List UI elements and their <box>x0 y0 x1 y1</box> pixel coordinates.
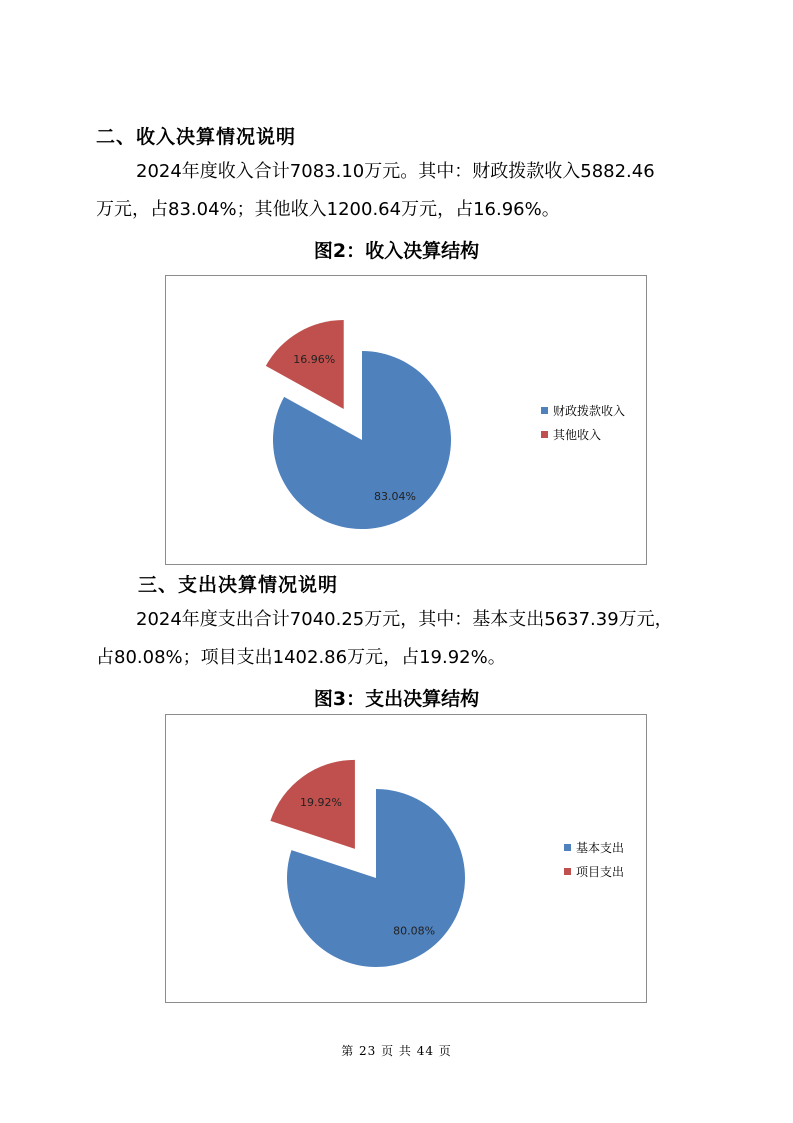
legend-label: 财政拨款收入 <box>553 403 626 418</box>
section-heading-expense: 三、支出决算情况说明 <box>138 574 339 596</box>
expense-pie-chart <box>165 714 647 1003</box>
legend-label: 项目支出 <box>576 864 625 879</box>
legend-swatch-red <box>541 431 548 438</box>
income-line-1: 2024年度收入合计7083.10万元。其中：财政拨款收入5882.46 <box>136 161 655 182</box>
pie-data-label: 83.04% <box>374 489 416 503</box>
legend-label: 基本支出 <box>576 840 625 855</box>
pie-data-label: 19.92% <box>299 795 342 809</box>
legend-label: 其他收入 <box>553 427 602 442</box>
pie-data-label: 80.08% <box>393 924 436 938</box>
page-footer: 第 23 页 共 44 页 <box>341 1044 452 1058</box>
expense-legend <box>564 835 624 883</box>
legend-item <box>541 422 625 446</box>
expense-paragraph <box>96 601 708 677</box>
legend-item <box>564 835 624 859</box>
figure2-title: 图2：收入决算结构 <box>313 240 480 262</box>
expense-line-2: 占80.08%；项目支出1402.86万元，占19.92%。 <box>96 647 506 668</box>
figure3-title: 图3：支出决算结构 <box>313 688 480 710</box>
pie-data-label: 16.96% <box>293 353 336 367</box>
legend-swatch-blue <box>564 844 571 851</box>
section-heading-income: 二、收入决算情况说明 <box>96 126 297 148</box>
income-pie-chart <box>165 275 647 565</box>
expense-line-1: 2024年度支出合计7040.25万元，其中：基本支出5637.39万元， <box>136 609 673 630</box>
income-legend <box>541 398 625 446</box>
legend-item <box>564 859 624 883</box>
income-line-2: 万元，占83.04%；其他收入1200.64万元，占16.96%。 <box>96 199 560 220</box>
legend-item <box>541 398 625 422</box>
legend-swatch-blue <box>541 407 548 414</box>
legend-swatch-red <box>564 868 571 875</box>
income-paragraph <box>96 153 708 229</box>
